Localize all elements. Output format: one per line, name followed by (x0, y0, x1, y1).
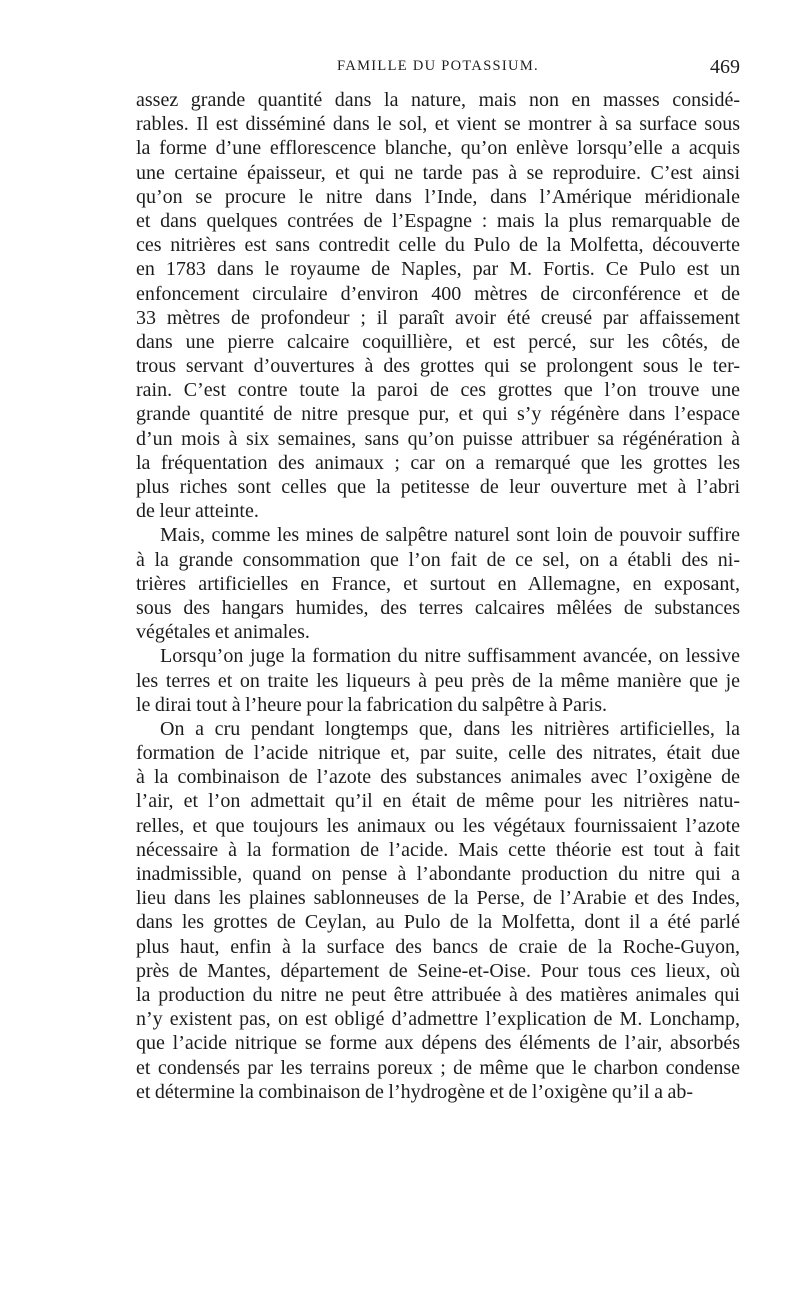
text-line: la forme d’une efflorescence blanche, qu’on enlève lorsqu’elle a acquis (136, 137, 740, 160)
text-line: On a cru pendant longtemps que, dans les nitrières artificielles, la (160, 717, 740, 740)
text-line: l’air, et l’on admettait qu’il en était de même pour les nitrières natu- (136, 790, 740, 813)
text-line: dans une pierre calcaire coquillière, et est percé, sur les côtés, de (136, 330, 740, 353)
text-line: à la combinaison de l’azote des substances animales avec l’oxigène de (136, 766, 740, 789)
text-line: le dirai tout à l’heure pour la fabrication du salpêtre à Paris. (136, 693, 607, 716)
text-line: assez grande quantité dans la nature, mais non en masses considé- (136, 89, 740, 111)
text-line: enfoncement circulaire d’environ 400 mètres de circonférence et de (136, 282, 740, 305)
text-line: la production du nitre ne peut être attribuée à des matières animales qui (136, 983, 740, 1006)
text-line: rables. Il est disséminé dans le sol, et vient se montrer à sa surface sous (136, 113, 740, 136)
text-line: en 1783 dans le royaume de Naples, par M. Fortis. Ce Pulo est un (136, 258, 740, 281)
text-line: Lorsqu’on juge la formation du nitre suffisamment avancée, on lessive (160, 645, 740, 668)
text-line: à la grande consommation que l’on fait de ce sel, on a établi des ni- (136, 548, 740, 571)
text-line: d’un mois à six semaines, sans qu’on puisse attribuer sa régénération à (136, 427, 740, 450)
text-line: et condensés par les terrains poreux ; de même que le charbon condense (136, 1056, 740, 1079)
paragraph (136, 644, 740, 717)
text-line: ces nitrières est sans contredit celle du Pulo de la Molfetta, découverte (136, 234, 740, 257)
text-line: nécessaire à la formation de l’acide. Mais cette théorie est tout à fait (136, 838, 740, 861)
text-line: végétales et animales. (136, 621, 310, 644)
text-line: dans les grottes de Ceylan, au Pulo de la Molfetta, dont il a été parlé (136, 911, 740, 934)
running-title: FAMILLE DU POTASSIUM. (337, 58, 539, 74)
page-number: 469 (710, 56, 740, 78)
paragraph (136, 88, 740, 523)
paragraph (136, 523, 740, 644)
text-line: relles, et que toujours les animaux ou les végétaux fournissaient l’azote (136, 814, 740, 837)
text-line: plus haut, enfin à la surface des bancs de craie de la Roche-Guyon, (136, 935, 740, 958)
text-line: près de Mantes, département de Seine-et-Oise. Pour tous ces lieux, où (136, 959, 740, 982)
text-line: Mais, comme les mines de salpêtre naturel sont loin de pouvoir suffire (160, 524, 740, 547)
text-line: plus riches sont celles que la petitesse de leur ouverture met à l’abri (136, 476, 740, 498)
text-line: sous des hangars humides, des terres calcaires mêlées de substances (136, 596, 740, 619)
running-head (136, 56, 740, 84)
paragraph (136, 717, 740, 1104)
text-line: la fréquentation des animaux ; car on a remarqué que les grottes les (136, 451, 740, 474)
text-line: trières artificielles en France, et surtout en Allemagne, en exposant, (136, 572, 740, 595)
text-line: n’y existent pas, on est obligé d’admettre l’explication de M. Lonchamp, (136, 1008, 740, 1031)
text-line: formation de l’acide nitrique et, par suite, celle des nitrates, était due (136, 742, 740, 765)
text-line: grande quantité de nitre presque pur, et qui s’y régénère dans l’espace (136, 403, 740, 426)
text-line: une certaine épaisseur, et qui ne tarde pas à se reproduire. C’est ainsi (136, 161, 740, 184)
text-line: trous servant d’ouvertures à des grottes qui se prolongent sous le ter- (136, 355, 740, 378)
text-line: les terres et on traite les liqueurs à peu près de la même manière que je (136, 669, 740, 692)
text-line: et détermine la combinaison de l’hydrogène et de l’oxigène qu’il a ab- (136, 1080, 694, 1103)
text-line: de leur atteinte. (136, 500, 259, 523)
text-line: 33 mètres de profondeur ; il paraît avoir été creusé par affaissement (136, 306, 740, 329)
text-line: rain. C’est contre toute la paroi de ces grottes que l’on trouve une (136, 379, 740, 402)
text-line: lieu dans les plaines sablonneuses de la Perse, de l’Arabie et des Indes, (136, 887, 740, 910)
text-line: inadmissible, quand on pense à l’abondante production du nitre qui a (136, 863, 740, 885)
body-text (136, 88, 740, 1104)
text-line: que l’acide nitrique se forme aux dépens des éléments de l’air, absorbés (136, 1032, 740, 1055)
text-line: et dans quelques contrées de l’Espagne : mais la plus remarquable de (136, 209, 740, 232)
text-line: qu’on se procure le nitre dans l’Inde, dans l’Amérique méridionale (136, 185, 740, 208)
